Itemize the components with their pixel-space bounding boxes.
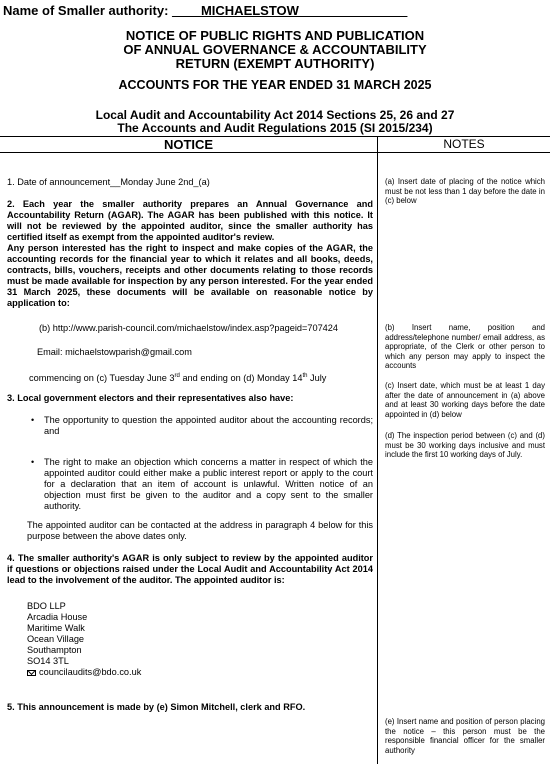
address-line: BDO LLP xyxy=(27,601,66,611)
section-3-auditor-contact: The appointed auditor can be contacted at the address in paragraph 4 below for this purpose between the above dates only. xyxy=(27,520,373,541)
commencing-text-b: and ending on (d) Monday 14 xyxy=(179,373,303,384)
section-3-bullet-1: The opportunity to question the appointed auditor about the accounting records; and xyxy=(44,415,373,436)
section-2-inspection: Any person interested has the right to inspect and make copies of the AGAR, the accounting records for the financial year to which it relates and all books, deeds, contracts, bills, vouchers, receipts and other documents relating to those records must be made available for inspection by any person interested. For the year ended 31 March 2025, these documents will be available on reasonable notice by application to: xyxy=(7,243,373,308)
auditor-email[interactable]: councilaudits@bdo.co.uk xyxy=(39,667,142,677)
address-line: Arcadia House xyxy=(27,612,88,622)
accounts-year-heading: ACCOUNTS FOR THE YEAR ENDED 31 MARCH 2025 xyxy=(118,78,432,92)
commencing-sup-1: rd xyxy=(174,373,180,379)
section-3-heading: 3. Local government electors and their representatives also have: xyxy=(7,393,294,403)
authority-label: Name of Smaller authority: xyxy=(3,3,173,18)
act-line-2: The Accounts and Audit Regulations 2015 (SI 2015/234) xyxy=(117,121,433,135)
address-line: Ocean Village xyxy=(27,634,85,644)
commencing-sup-2: th xyxy=(302,373,308,379)
bullet-1-marker: • xyxy=(31,415,35,425)
note-b: (b) Insert name, position and address/telephone number/ email address, as appropriate, of the Clerk or other person to which any person may apply to inspect the accounts xyxy=(385,323,545,371)
legislation-heading xyxy=(0,109,550,135)
auditor-address xyxy=(27,601,393,678)
section-2-intro: 2. Each year the smaller authority prepares an Annual Governance and Accountability Return (AGAR). The AGAR has been published with this notice. It will not be reviewed by the appointed auditor, since the smaller authority has certified itself as exempt from the appointed auditor's review. xyxy=(7,199,373,242)
envelope-icon xyxy=(27,670,36,676)
authority-name-line xyxy=(3,3,407,18)
title-line-1: NOTICE OF PUBLIC RIGHTS AND PUBLICATION xyxy=(125,28,425,43)
inspection-dates xyxy=(29,371,395,384)
header-divider xyxy=(0,152,550,153)
section-1-date: 1. Date of announcement__Monday June 2nd_(a) xyxy=(7,177,210,187)
section-4-review: 4. The smaller authority's AGAR is only subject to review by the appointed auditor if questions or objections raised under the Local Audit and Accountability Act 2014 lead to the involvement of the auditor. The appointed auditor is: xyxy=(7,553,373,585)
notes-column-header: NOTES xyxy=(443,137,485,151)
commencing-text-c: July xyxy=(307,373,327,384)
note-a: (a) Insert date of placing of the notice which must be not less than 1 day before the date in (c) below xyxy=(385,177,545,206)
note-c: (c) Insert date, which must be at least 1 day after the date of announcement in (a) above and at least 30 working days before the date appointed in (d) below xyxy=(385,381,545,419)
contact-email: Email: michaelstowparish@gmail.com xyxy=(37,347,192,357)
title-line-2: OF ANNUAL GOVERNANCE & ACCOUNTABILITY xyxy=(123,42,427,57)
commencing-text-a: commencing on (c) Tuesday June 3 xyxy=(29,373,175,384)
title-line-3: RETURN (EXEMPT AUTHORITY) xyxy=(175,56,375,71)
address-line: Southampton xyxy=(27,645,82,655)
bullet-2-marker: • xyxy=(31,457,35,467)
notice-table xyxy=(0,136,550,764)
authority-name: ____MICHAELSTOW_______________ xyxy=(172,3,408,18)
contact-url: (b) http://www.parish-council.com/michaelstow/index.asp?pageid=707424 xyxy=(39,323,339,333)
act-line-1: Local Audit and Accountability Act 2014 Sections 25, 26 and 27 xyxy=(95,108,455,122)
address-line: SO14 3TL xyxy=(27,656,69,666)
notice-column-header: NOTICE xyxy=(163,137,214,152)
note-d: (d) The inspection period between (c) and (d) must be 30 working days inclusive and must include the first 10 working days of July. xyxy=(385,431,545,460)
auditor-email-line xyxy=(27,667,393,678)
section-5-announcement: 5. This announcement is made by (e) Simon Mitchell, clerk and RFO. xyxy=(7,702,306,712)
address-line: Maritime Walk xyxy=(27,623,85,633)
note-e: (e) Insert name and position of person placing the notice – this person must be the responsible financial officer for the smaller authority xyxy=(385,717,545,755)
document-title xyxy=(0,29,550,71)
section-3-bullet-2: The right to make an objection which concerns a matter in respect of which the appointed auditor could either make a public interest report or apply to the court for a declaration that an item of account is unlawful. Written notice of an objection must first be given to the auditor and a copy sent to the smaller authority. xyxy=(44,457,373,511)
